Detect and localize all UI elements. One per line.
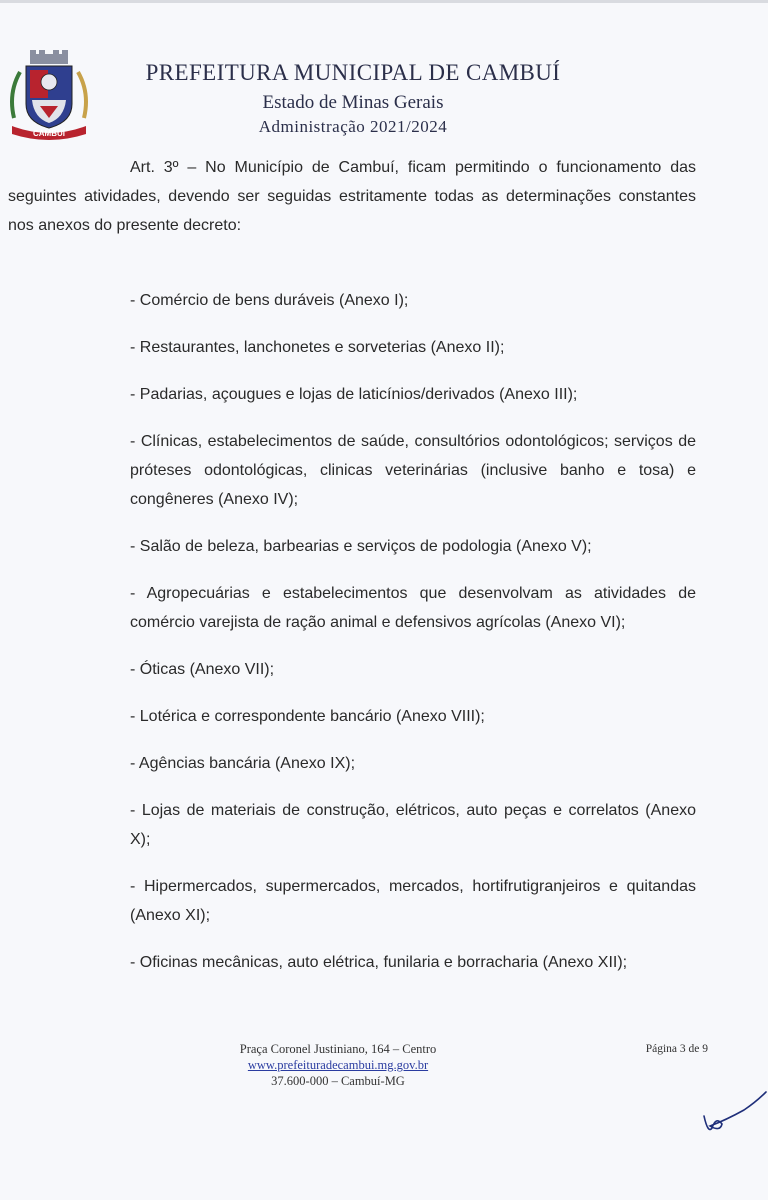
- list-item: - Clínicas, estabelecimentos de saúde, consultórios odontológicos; serviços de próteses odontológicas, clinicas veterinárias (inclusive banho e tosa) e congêneres (Anexo IV);: [130, 433, 696, 508]
- list-item: - Lojas de materiais de construção, elétricos, auto peças e correlatos (Anexo X);: [130, 802, 696, 848]
- footer-postal: 37.600-000 – Cambuí-MG: [271, 1074, 405, 1088]
- list-item: - Agências bancária (Anexo IX);: [130, 755, 356, 772]
- list-item: - Agropecuárias e estabelecimentos que desenvolvam as atividades de comércio varejista de ração animal e defensivos agrícolas (Anexo VI);: [130, 585, 696, 631]
- list-item: - Hipermercados, supermercados, mercados, hortifrutigranjeiros e quitandas (Anexo XI);: [130, 878, 696, 924]
- letterhead: [0, 0, 768, 150]
- footer-address-block: [188, 1041, 488, 1089]
- list-item: - Salão de beleza, barbearias e serviços de podologia (Anexo V);: [130, 538, 592, 555]
- page-number: Página 3 de 9: [645, 1043, 708, 1055]
- list-item: - Comércio de bens duráveis (Anexo I);: [130, 292, 409, 309]
- footer-address: Praça Coronel Justiniano, 164 – Centro: [239, 1042, 437, 1056]
- letterhead-subtitle: Estado de Minas Gerais: [262, 92, 444, 113]
- letterhead-administration: Administração 2021/2024: [258, 117, 448, 136]
- list-item: - Óticas (Anexo VII);: [130, 661, 275, 678]
- handwritten-signature: [696, 1080, 768, 1140]
- list-item: - Restaurantes, lanchonetes e sorveterias (Anexo II);: [130, 339, 505, 356]
- list-item: - Padarias, açougues e lojas de laticínios/derivados (Anexo III);: [130, 386, 578, 403]
- list-item: - Oficinas mecânicas, auto elétrica, funilaria e borracharia (Anexo XII);: [130, 954, 628, 971]
- list-item: - Lotérica e correspondente bancário (Anexo VIII);: [130, 708, 485, 725]
- article-intro: Art. 3º – No Município de Cambuí, ficam permitindo o funcionamento das seguintes atividades, devendo ser seguidas estritamente todas as determinações constantes nos anexos do presente decreto:: [8, 159, 696, 234]
- crest-ribbon-text: CAMBUÍ: [33, 129, 65, 138]
- letterhead-title: PREFEITURA MUNICIPAL DE CAMBUÍ: [145, 60, 561, 85]
- city-crest-logo: [6, 48, 92, 140]
- activities-list: [130, 286, 696, 995]
- footer-website-link[interactable]: www.prefeituradecambui.mg.gov.br: [247, 1058, 429, 1072]
